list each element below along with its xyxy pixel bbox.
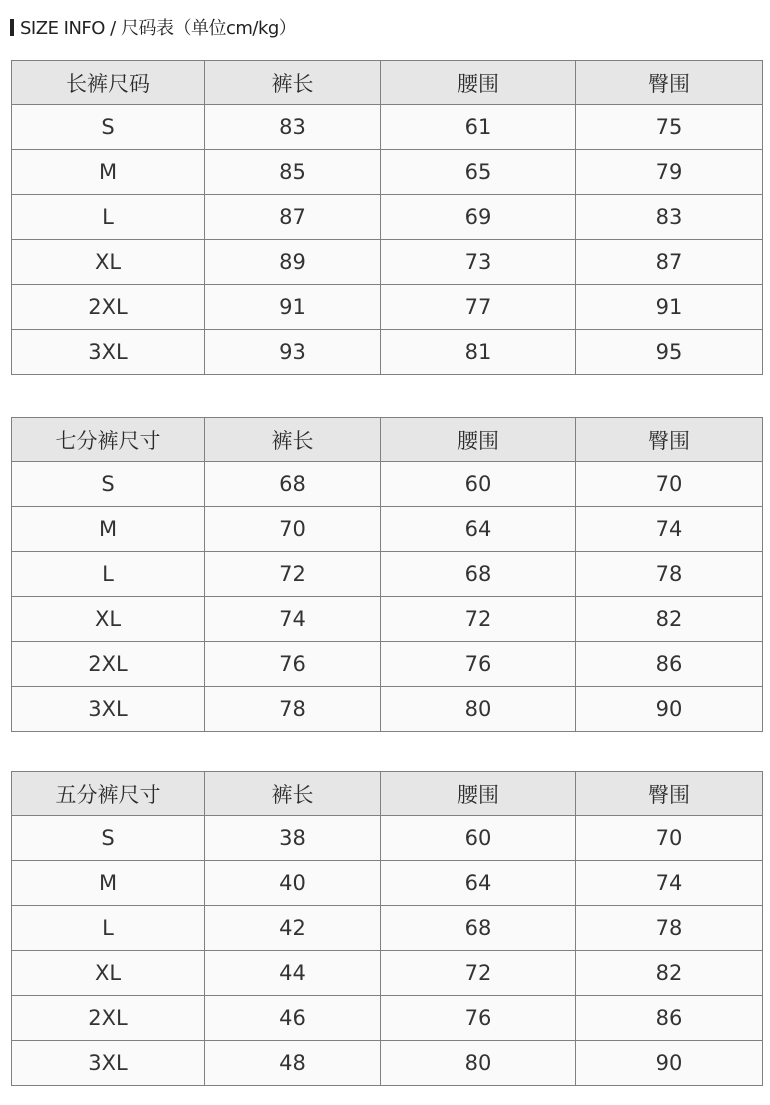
waist-cell: 60 <box>381 462 576 507</box>
hip-cell: 78 <box>576 552 763 597</box>
table-row <box>12 150 763 195</box>
length-cell: 93 <box>205 330 381 375</box>
waist-cell: 73 <box>381 240 576 285</box>
cropped-pants-size-table <box>11 417 763 732</box>
size-cell: S <box>12 816 205 861</box>
page-title-text: SIZE INFO / 尺码表（单位cm/kg） <box>20 18 297 39</box>
header-waist: 腰围 <box>381 61 576 105</box>
size-cell: 2XL <box>12 996 205 1041</box>
waist-cell: 80 <box>381 687 576 732</box>
size-cell: L <box>12 552 205 597</box>
size-cell: 2XL <box>12 642 205 687</box>
table-row <box>12 951 763 996</box>
length-cell: 42 <box>205 906 381 951</box>
hip-cell: 70 <box>576 816 763 861</box>
header-hip: 臀围 <box>576 61 763 105</box>
length-cell: 87 <box>205 195 381 240</box>
hip-cell: 75 <box>576 105 763 150</box>
waist-cell: 64 <box>381 507 576 552</box>
hip-cell: 74 <box>576 861 763 906</box>
hip-cell: 91 <box>576 285 763 330</box>
length-cell: 76 <box>205 642 381 687</box>
length-cell: 46 <box>205 996 381 1041</box>
hip-cell: 79 <box>576 150 763 195</box>
waist-cell: 72 <box>381 597 576 642</box>
header-length: 裤长 <box>205 772 381 816</box>
size-cell: 3XL <box>12 330 205 375</box>
table-row <box>12 687 763 732</box>
hip-cell: 90 <box>576 687 763 732</box>
table-header-row <box>12 772 763 816</box>
table-row <box>12 1041 763 1086</box>
table-row <box>12 597 763 642</box>
hip-cell: 82 <box>576 951 763 996</box>
size-cell: M <box>12 150 205 195</box>
table-row <box>12 240 763 285</box>
header-size: 长裤尺码 <box>12 61 205 105</box>
header-hip: 臀围 <box>576 418 763 462</box>
hip-cell: 78 <box>576 906 763 951</box>
table-row <box>12 906 763 951</box>
table-row <box>12 330 763 375</box>
table-row <box>12 105 763 150</box>
length-cell: 38 <box>205 816 381 861</box>
table-row <box>12 996 763 1041</box>
length-cell: 74 <box>205 597 381 642</box>
waist-cell: 65 <box>381 150 576 195</box>
size-cell: L <box>12 195 205 240</box>
hip-cell: 95 <box>576 330 763 375</box>
hip-cell: 87 <box>576 240 763 285</box>
waist-cell: 81 <box>381 330 576 375</box>
table-header-row <box>12 61 763 105</box>
table-row <box>12 462 763 507</box>
size-cell: S <box>12 105 205 150</box>
size-cell: XL <box>12 597 205 642</box>
length-cell: 91 <box>205 285 381 330</box>
waist-cell: 69 <box>381 195 576 240</box>
header-hip: 臀围 <box>576 772 763 816</box>
waist-cell: 64 <box>381 861 576 906</box>
hip-cell: 90 <box>576 1041 763 1086</box>
hip-cell: 70 <box>576 462 763 507</box>
hip-cell: 83 <box>576 195 763 240</box>
long-pants-size-table <box>11 60 763 375</box>
waist-cell: 80 <box>381 1041 576 1086</box>
hip-cell: 82 <box>576 597 763 642</box>
table-row <box>12 816 763 861</box>
size-cell: L <box>12 906 205 951</box>
table-row <box>12 507 763 552</box>
size-cell: XL <box>12 240 205 285</box>
length-cell: 48 <box>205 1041 381 1086</box>
size-cell: XL <box>12 951 205 996</box>
table-row <box>12 195 763 240</box>
table-row <box>12 552 763 597</box>
size-cell: 2XL <box>12 285 205 330</box>
header-waist: 腰围 <box>381 772 576 816</box>
length-cell: 78 <box>205 687 381 732</box>
length-cell: 83 <box>205 105 381 150</box>
table-row <box>12 642 763 687</box>
waist-cell: 68 <box>381 552 576 597</box>
length-cell: 89 <box>205 240 381 285</box>
waist-cell: 60 <box>381 816 576 861</box>
header-size: 五分裤尺寸 <box>12 772 205 816</box>
hip-cell: 86 <box>576 642 763 687</box>
hip-cell: 74 <box>576 507 763 552</box>
length-cell: 68 <box>205 462 381 507</box>
length-cell: 72 <box>205 552 381 597</box>
length-cell: 40 <box>205 861 381 906</box>
header-length: 裤长 <box>205 418 381 462</box>
waist-cell: 72 <box>381 951 576 996</box>
table-row <box>12 285 763 330</box>
page-title <box>10 14 296 40</box>
hip-cell: 86 <box>576 996 763 1041</box>
header-size: 七分裤尺寸 <box>12 418 205 462</box>
size-cell: 3XL <box>12 687 205 732</box>
length-cell: 70 <box>205 507 381 552</box>
size-cell: 3XL <box>12 1041 205 1086</box>
waist-cell: 77 <box>381 285 576 330</box>
size-cell: S <box>12 462 205 507</box>
header-length: 裤长 <box>205 61 381 105</box>
size-cell: M <box>12 507 205 552</box>
waist-cell: 76 <box>381 642 576 687</box>
waist-cell: 61 <box>381 105 576 150</box>
table-row <box>12 861 763 906</box>
size-cell: M <box>12 861 205 906</box>
shorts-size-table <box>11 771 763 1086</box>
length-cell: 85 <box>205 150 381 195</box>
length-cell: 44 <box>205 951 381 996</box>
waist-cell: 68 <box>381 906 576 951</box>
table-header-row <box>12 418 763 462</box>
title-bar-icon <box>10 19 14 36</box>
header-waist: 腰围 <box>381 418 576 462</box>
waist-cell: 76 <box>381 996 576 1041</box>
